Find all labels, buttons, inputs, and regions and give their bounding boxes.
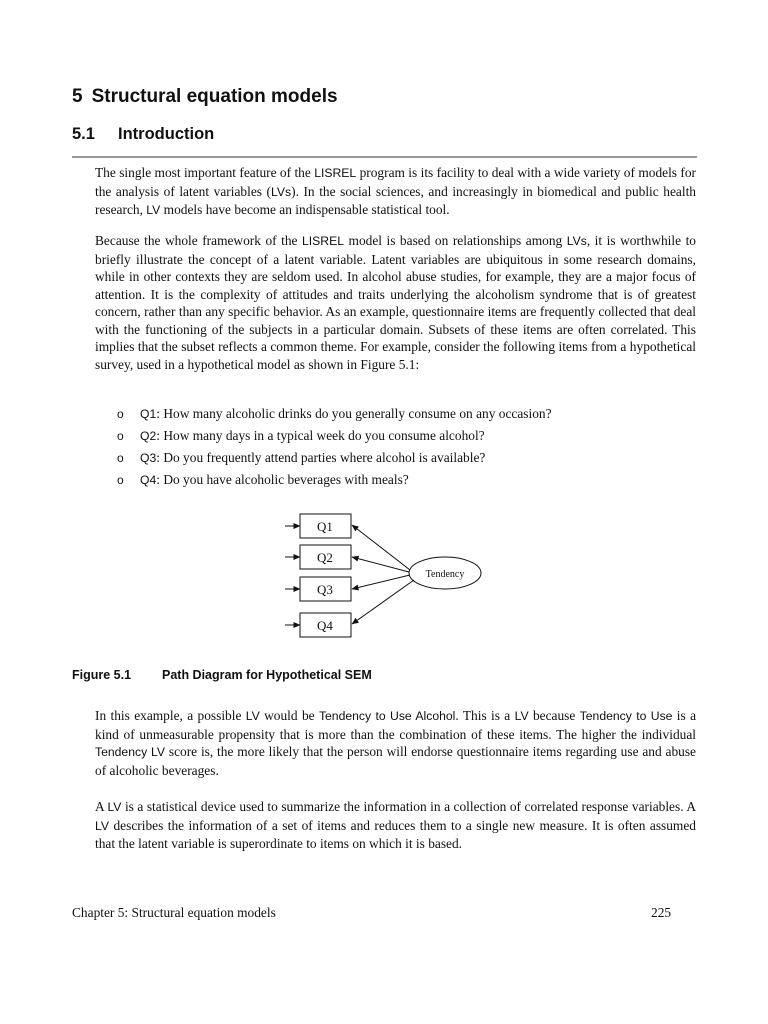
term-lvs: LVs	[566, 234, 587, 248]
term-lisrel: LISREL	[302, 234, 345, 248]
list-item	[117, 427, 552, 449]
page-number: 225	[651, 905, 672, 920]
bullet-marker: o	[117, 429, 124, 443]
question-text: : Do you have alcoholic beverages with meals?	[156, 472, 409, 487]
text-run: The single most important feature of the	[95, 165, 315, 180]
figure-title: Path Diagram for Hypothetical SEM	[162, 668, 372, 682]
text-run: models have become an indispensable statistical tool.	[160, 202, 450, 217]
item-label-q4: Q4	[317, 618, 333, 633]
item-label-q1: Q1	[317, 519, 333, 534]
text-run: In this example, a possible	[95, 708, 246, 723]
section-title-text: Introduction	[118, 125, 215, 143]
figure-number: Figure 5.1	[72, 668, 132, 682]
text-run: model is based on relationships among	[344, 233, 567, 248]
term-tendency-to-use: Tendency to Use	[579, 709, 673, 723]
question-id: Q3	[140, 451, 157, 465]
text-run: , it is worthwhile to briefly illustrate the concept of a latent variable. Latent variables are ubiquitous in some research domains, while in other contexts they are seldom used. In alcohol abuse studies, for example, they are a major focus of attention. It is the complexity of attitudes and traits underlying the alcoholism syndrome that is of greatest concern, rather than any specific behavior. As an example, questionnaire items are frequently collected that deal with the functioning of the subjects in a particular domain. Subsets of these items are often correlated. This implies that the subset reflects a common theme. For example, consider the following items from a hypothetical survey, used in a hypothetical model as shown in Figure 5.1:	[95, 233, 696, 372]
chapter-title-text: Structural equation models	[91, 86, 338, 107]
text-run: is a kind of unmeasurable propensity that is more than the combination of these items. The higher the individual	[95, 708, 697, 742]
paragraph-3	[95, 707, 696, 779]
question-id: Q1	[140, 407, 157, 421]
path-diagram	[280, 508, 490, 643]
paragraph-1	[95, 164, 696, 220]
latent-label: Tendency	[425, 569, 465, 580]
bullet-marker: o	[117, 451, 124, 465]
term-lv: LV	[151, 745, 166, 759]
text-run: Because the whole framework of the	[95, 233, 302, 248]
list-item	[117, 405, 552, 427]
figure-caption	[72, 668, 372, 682]
question-id: Q2	[140, 429, 157, 443]
paragraph-2	[95, 232, 696, 373]
question-text: : How many days in a typical week do you consume alcohol?	[156, 428, 485, 443]
loading-arrow-q2	[352, 557, 409, 572]
question-list	[117, 405, 552, 493]
question-id: Q4	[140, 473, 157, 487]
list-item	[117, 471, 552, 493]
text-run: . This is a	[455, 708, 515, 723]
bullet-marker: o	[117, 473, 124, 487]
term-lv: LV	[146, 203, 161, 217]
chapter-title	[72, 86, 338, 108]
loading-arrow-q3	[352, 575, 410, 589]
text-run: would be	[259, 708, 319, 723]
list-item	[117, 449, 552, 471]
term-lv: LV	[95, 818, 110, 833]
text-run: describes the information of a set of items and reduces them to a single new measure. It is often assumed that the latent variable is superordinate to items on which it is based.	[95, 817, 696, 851]
question-text: : Do you frequently attend parties where alcohol is available?	[156, 450, 486, 465]
text-run: score is, the more likely that the person will endorse questionnaire items regarding use and abuse of alcoholic beverages.	[95, 744, 696, 778]
term-tendency: Tendency	[95, 745, 148, 759]
term-lv: LV	[107, 800, 122, 814]
question-text: : How many alcoholic drinks do you generally consume on any occasion?	[156, 406, 552, 421]
text-run: ). In the social sciences, and increasingly in biomedical and public health research,	[95, 183, 696, 217]
chapter-number: 5	[72, 86, 83, 107]
text-run: because	[528, 708, 580, 723]
text-run: A	[95, 799, 108, 814]
item-label-q3: Q3	[317, 582, 333, 597]
paragraph-4	[95, 798, 696, 853]
loading-arrow-q1	[352, 525, 410, 570]
section-title	[72, 125, 214, 144]
section-divider	[72, 156, 697, 158]
footer-chapter: Chapter 5: Structural equation models	[72, 905, 276, 920]
term-lvs: LVs	[271, 184, 292, 199]
term-tendency-to-use-alcohol: Tendency to Use Alcohol	[318, 709, 456, 723]
section-number: 5.1	[72, 125, 95, 143]
item-label-q2: Q2	[317, 550, 333, 565]
term-lv: LV	[245, 709, 260, 723]
bullet-marker: o	[117, 407, 124, 421]
text-run: is a statistical device used to summarize the information in a collection of correlated response variables. A	[121, 799, 696, 814]
term-lisrel: LISREL	[314, 166, 357, 180]
text-run: program is its facility to deal with a wide variety of models for the analysis of latent variables (	[95, 165, 697, 199]
term-lv: LV	[514, 709, 529, 723]
